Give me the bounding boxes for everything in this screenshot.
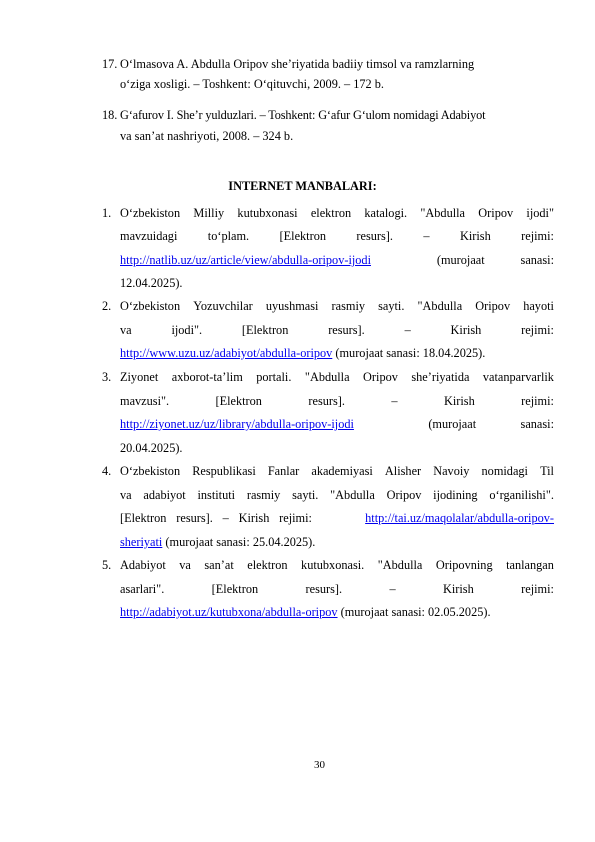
word: rejimi:: [279, 511, 312, 525]
word: [Elektron: [211, 582, 259, 596]
internet-3-number: 3.: [102, 370, 112, 384]
word: Kirish: [443, 394, 475, 408]
word: to‘plam.: [207, 229, 250, 243]
internet-2-line-3: [120, 345, 485, 361]
internet-3-line-1: [120, 369, 554, 385]
word: Kirish: [459, 229, 491, 243]
word: san’at: [204, 558, 234, 572]
access-date: (murojaat sanasi: 18.04.2025).: [332, 346, 486, 360]
word: Milliy: [193, 206, 225, 220]
internet-1-number: 1.: [102, 206, 112, 220]
word: rejimi:: [521, 323, 554, 337]
word: tanlangan: [506, 558, 554, 572]
ref-17-number: 17.: [102, 57, 118, 71]
internet-1-line-2: [120, 228, 554, 244]
word: rasmiy: [331, 299, 366, 313]
internet-4-line-4: [120, 534, 315, 550]
word: portali.: [256, 370, 292, 384]
word: O‘zbekiston: [120, 206, 181, 220]
word: kutubxonasi: [237, 206, 298, 220]
word: Ziyonet: [120, 370, 159, 384]
page-number: 30: [314, 759, 325, 771]
word: Oripovning: [435, 558, 493, 572]
word: sayti.: [378, 299, 405, 313]
word: O‘zbekiston: [120, 464, 181, 478]
word: vatanparvarlik: [482, 370, 554, 384]
ref-18-line-1: G‘afurov I. She’r yulduzlari. – Toshkent: G‘afur G‘ulom nomidagi Adabiyot: [120, 108, 486, 122]
word: Kirish: [238, 511, 270, 525]
word: "Abdulla: [330, 488, 375, 502]
word: rejimi:: [521, 582, 554, 596]
word: nomidagi: [481, 464, 528, 478]
word: Oripov: [475, 299, 511, 313]
word: Fanlar: [267, 464, 300, 478]
word: Navoiy: [433, 464, 470, 478]
word: va: [179, 558, 191, 572]
word: –: [404, 323, 411, 337]
internet-4-link-part-1[interactable]: http://tai.uz/maqolalar/abdulla-oripov-: [365, 511, 554, 525]
word: mavzusi".: [120, 394, 170, 408]
access-date: (murojaat sanasi: 25.04.2025).: [162, 535, 316, 549]
word: –: [222, 511, 229, 525]
word: resurs].: [356, 229, 393, 243]
internet-sources-heading: INTERNET MANBALARI:: [228, 179, 377, 193]
word: Oripov: [363, 370, 398, 384]
word: Oripov: [478, 206, 514, 220]
word: axborot-ta’lim: [171, 370, 243, 384]
word: ijodining: [433, 488, 478, 502]
word: resurs].: [176, 511, 213, 525]
word: [Elektron: [279, 229, 326, 243]
word: –: [391, 394, 398, 408]
internet-3-line-2: [120, 393, 554, 409]
internet-4-line-3-words: [120, 510, 312, 526]
internet-1-line-1: [120, 205, 554, 221]
word: Til: [540, 464, 554, 478]
internet-1-line-3: [120, 252, 554, 268]
word: Oripov: [386, 488, 422, 502]
word: Respublikasi: [192, 464, 256, 478]
word: Yozuvchilar: [193, 299, 253, 313]
internet-1-link[interactable]: http://natlib.uz/uz/article/view/abdulla-oripov-ijodi: [120, 253, 371, 267]
word: she’riyatida: [411, 370, 470, 384]
word: "Abdulla: [417, 299, 463, 313]
word: sanasi:: [520, 417, 554, 431]
word: Alisher: [384, 464, 422, 478]
word: sayti.: [292, 488, 319, 502]
internet-4-line-2: [120, 487, 554, 503]
word: rasmiy: [246, 488, 281, 502]
word: hayoti: [523, 299, 554, 313]
ref-17-line-2: o‘ziga xosligi. – Toshkent: O‘qituvchi, 2009. – 172 b.: [120, 77, 384, 91]
word: adabiyot: [143, 488, 186, 502]
internet-3-line-4: 20.04.2025).: [120, 441, 183, 455]
internet-2-number: 2.: [102, 299, 112, 313]
internet-3-line-3: [120, 416, 554, 432]
word: Adabiyot: [120, 558, 166, 572]
word: [Elektron: [241, 323, 289, 337]
word: resurs].: [305, 582, 343, 596]
word: –: [389, 582, 396, 596]
word: instituti: [197, 488, 236, 502]
internet-2-link[interactable]: http://www.uzu.uz/adabiyot/abdulla-oripov: [120, 346, 333, 360]
word: kutubxonasi.: [301, 558, 365, 572]
internet-4-link-part-2[interactable]: sheriyati: [120, 535, 163, 549]
word: rejimi:: [521, 229, 554, 243]
word: O‘zbekiston: [120, 299, 181, 313]
word: [Elektron: [215, 394, 262, 408]
internet-2-line-1: [120, 298, 554, 314]
word: elektron: [310, 206, 352, 220]
internet-1-line-4: 12.04.2025).: [120, 276, 183, 290]
internet-5-line-2: [120, 581, 554, 597]
ref-18-number: 18.: [102, 108, 118, 122]
internet-5-line-3: [120, 604, 491, 620]
word: Kirish: [450, 323, 482, 337]
word: "Abdulla: [304, 370, 350, 384]
internet-5-number: 5.: [102, 558, 112, 572]
internet-3-link[interactable]: http://ziyonet.uz/uz/library/abdulla-oripov-ijodi: [120, 417, 354, 431]
internet-4-line-1: [120, 463, 554, 479]
word: (murojaat: [428, 417, 477, 431]
word: ijodi".: [171, 323, 203, 337]
word: "Abdulla: [377, 558, 423, 572]
word: asarlari".: [120, 582, 165, 596]
word: [Elektron: [120, 511, 167, 525]
word: elektron: [247, 558, 288, 572]
internet-2-line-2: [120, 322, 554, 338]
ref-18-line-2: va san’at nashriyoti, 2008. – 324 b.: [120, 129, 294, 143]
word: akademiyasi: [311, 464, 373, 478]
word: uyushmasi: [265, 299, 319, 313]
word: Kirish: [443, 582, 474, 596]
word: resurs].: [328, 323, 365, 337]
internet-5-line-1: [120, 557, 554, 573]
word: mavzuidagi: [120, 229, 178, 243]
internet-4-number: 4.: [102, 464, 112, 478]
word: katalogi.: [364, 206, 408, 220]
access-date: (murojaat sanasi: 02.05.2025).: [337, 605, 491, 619]
word: va: [120, 323, 132, 337]
word: (murojaat: [436, 253, 485, 267]
word: o‘rganilishi".: [489, 488, 554, 502]
word: ijodi": [526, 206, 554, 220]
internet-5-link[interactable]: http://adabiyot.uz/kutubxona/abdulla-oripov: [120, 605, 338, 619]
word: va: [120, 488, 132, 502]
word: –: [423, 229, 430, 243]
word: sanasi:: [520, 253, 554, 267]
internet-4-line-3: [120, 510, 554, 526]
word: resurs].: [308, 394, 345, 408]
ref-17-line-1: O‘lmasova A. Abdulla Oripov she’riyatida badiiy timsol va ramzlarning: [120, 57, 475, 71]
word: "Abdulla: [420, 206, 466, 220]
word: rejimi:: [521, 394, 554, 408]
